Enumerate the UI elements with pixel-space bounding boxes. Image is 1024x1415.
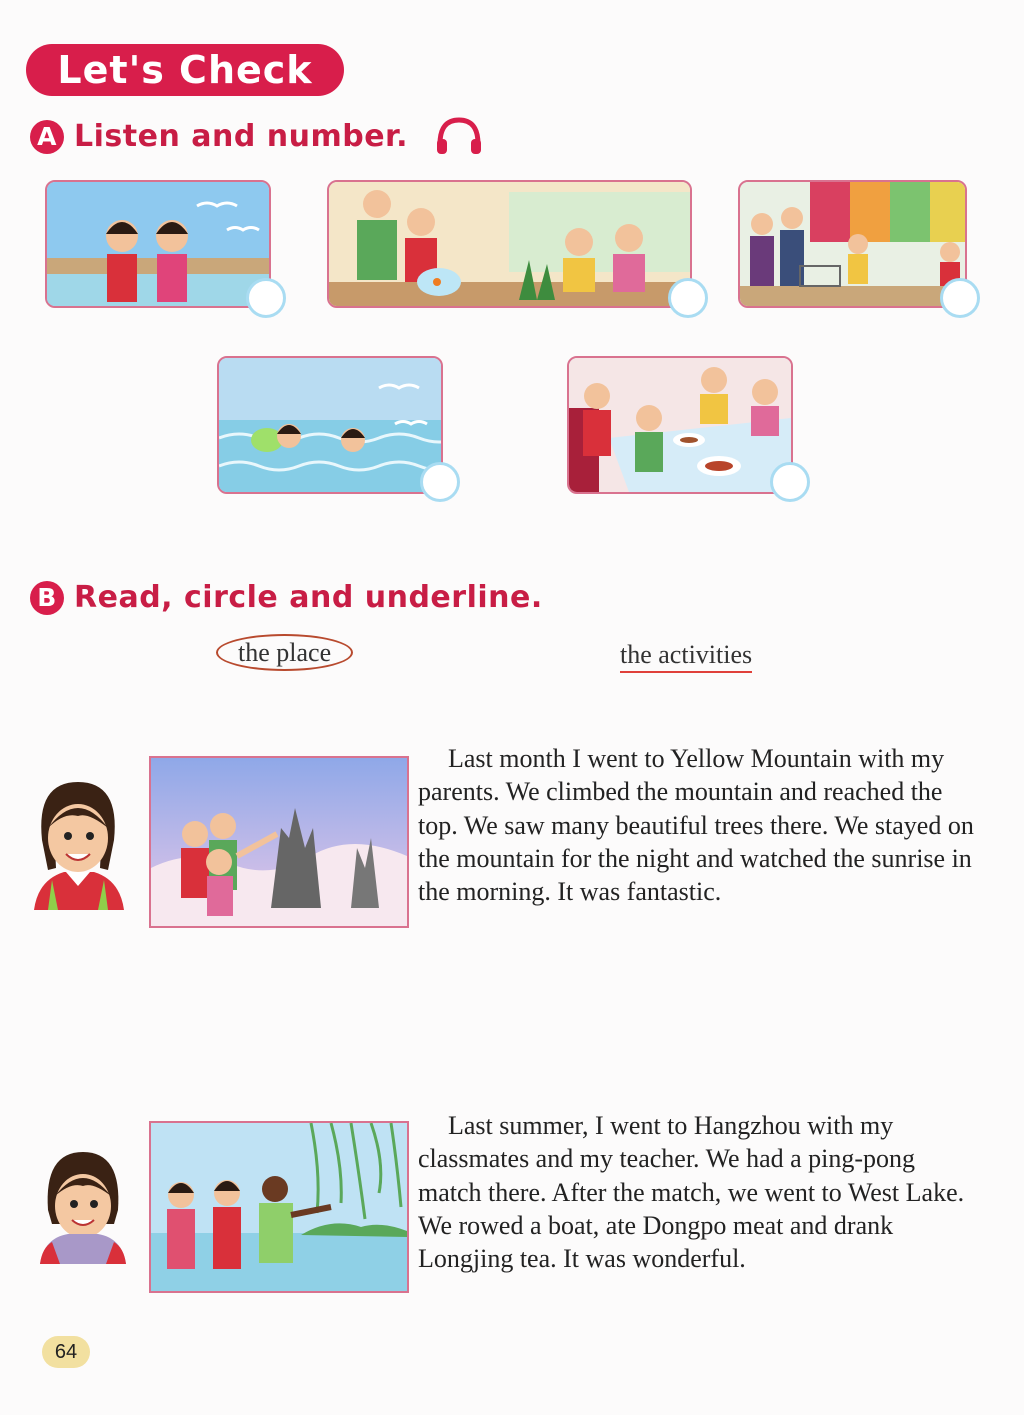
section-a-title: Listen and number.	[74, 119, 408, 154]
photo-yellow-mountain	[149, 756, 409, 928]
headphones-icon	[434, 114, 484, 156]
legend-activities	[620, 640, 752, 670]
section-b-title: Read, circle and underline.	[74, 580, 543, 615]
number-answer-circle-1[interactable]	[246, 278, 286, 318]
legend-place-label: the place	[216, 634, 353, 671]
girl-portrait-2	[38, 1150, 128, 1264]
section-a-heading	[30, 118, 408, 154]
listen-picture-swimming	[217, 356, 443, 494]
passage-1	[418, 742, 978, 908]
page-number: 64	[42, 1336, 90, 1368]
listen-picture-goldfish	[327, 180, 692, 308]
listen-picture-beach	[45, 180, 271, 308]
legend-place	[216, 638, 353, 668]
number-answer-circle-3[interactable]	[940, 278, 980, 318]
section-b-heading	[30, 579, 543, 615]
legend-activities-label: the activities	[620, 640, 752, 673]
lets-check-banner: Let's Check	[26, 44, 344, 96]
number-answer-circle-5[interactable]	[770, 462, 810, 502]
listen-picture-supermarket	[738, 180, 967, 308]
number-answer-circle-2[interactable]	[668, 278, 708, 318]
section-b-letter: B	[30, 581, 64, 615]
photo-west-lake	[149, 1121, 409, 1293]
passage-1-text: Last month I went to Yellow Mountain with my parents. We climbed the mountain and reached the top. We saw many beautiful trees there. We stayed on the mountain for the night and watched the sunrise in the morning. It was fantastic.	[418, 744, 974, 907]
section-a-letter: A	[30, 120, 64, 154]
listen-picture-dinner	[567, 356, 793, 494]
number-answer-circle-4[interactable]	[420, 462, 460, 502]
passage-2	[418, 1109, 978, 1275]
girl-portrait-1	[30, 780, 126, 910]
passage-2-text: Last summer, I went to Hangzhou with my classmates and my teacher. We had a ping-pong match there. After the match, we went to West Lake. We rowed a boat, ate Dongpo meat and drank Longjing tea. It was wonderful.	[418, 1111, 965, 1274]
